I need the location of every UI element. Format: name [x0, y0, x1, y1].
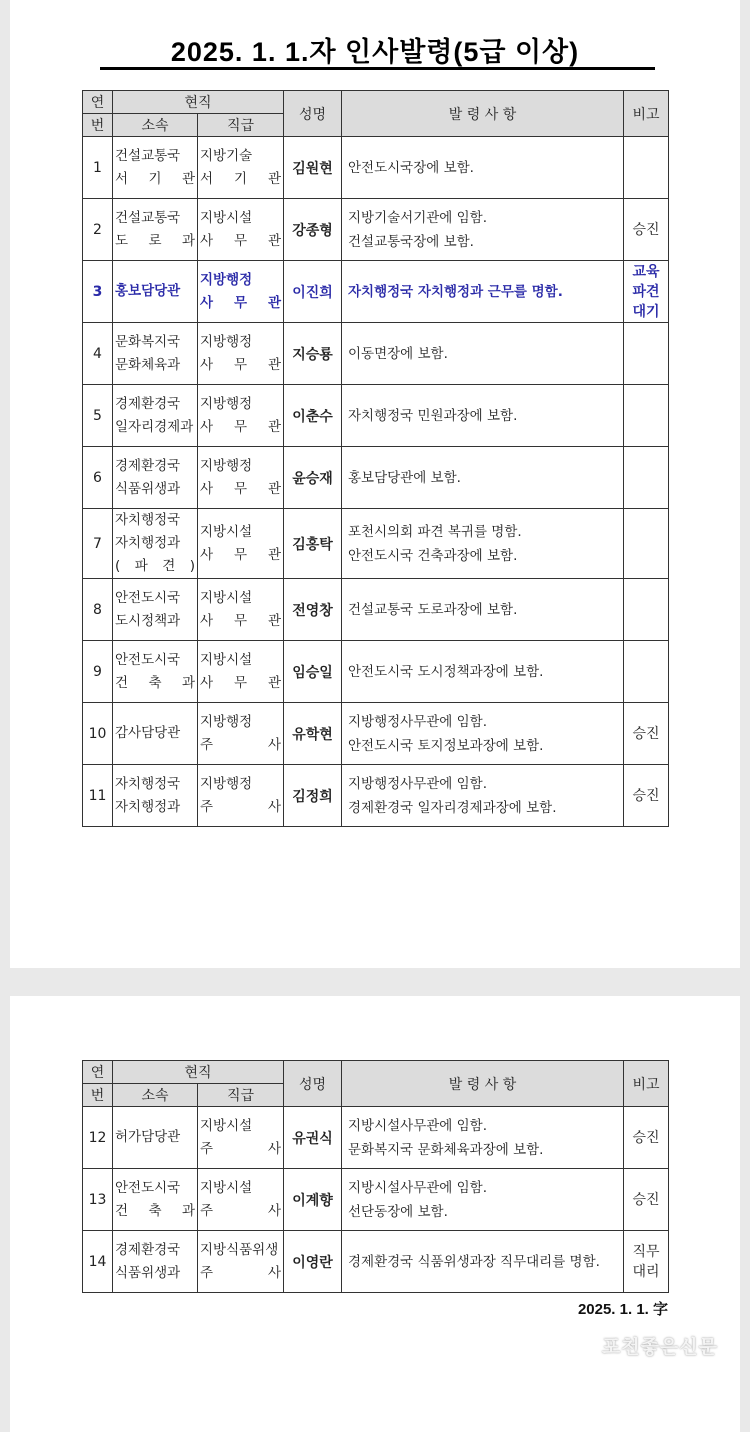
action-line: 경제환경국 식품위생과장 직무대리를 명함. [348, 1253, 600, 1270]
row-number: 5 [83, 385, 113, 447]
rank-line: 주 사 [200, 798, 281, 815]
rank-line: 서 기 관 [200, 170, 281, 187]
dept-line: 경제환경국 [115, 457, 181, 474]
note-cell [624, 703, 669, 765]
dept-line: 건 축 과 [115, 674, 195, 691]
dept-line: ( 파 견 ) [115, 558, 195, 574]
header-rank: 직급 [198, 1084, 284, 1107]
dept-line: 일자리경제과 [115, 418, 194, 435]
person-name: 강종형 [284, 199, 342, 261]
action-line: 자치행정국 자치행정과 근무를 명함. [348, 283, 563, 300]
dept-cell [113, 261, 198, 323]
note-cell [624, 579, 669, 641]
action-line: 자치행정국 민원과장에 보함. [348, 407, 518, 424]
appointment-table [82, 90, 669, 827]
row-number: 9 [83, 641, 113, 703]
note-cell [624, 1169, 669, 1231]
header-action: 발 령 사 항 [342, 1061, 624, 1107]
rank-cell [198, 703, 284, 765]
dept-line: 식품위생과 [115, 480, 181, 497]
note-line: 승진 [632, 221, 660, 238]
table-row [83, 641, 669, 703]
dept-cell [113, 199, 198, 261]
title-underline [100, 67, 655, 70]
row-number: 12 [83, 1107, 113, 1169]
rank-line: 지방시설 [200, 589, 253, 606]
rank-line: 지방기술 [200, 147, 253, 164]
note-cell [624, 509, 669, 579]
header-action: 발 령 사 항 [342, 91, 624, 137]
header-current: 현직 [113, 1061, 284, 1084]
dept-cell [113, 1107, 198, 1169]
rank-line: 주 사 [200, 1140, 281, 1157]
action-cell [342, 385, 624, 447]
rank-line: 지방시설 [200, 1117, 253, 1134]
header-note: 비고 [624, 91, 669, 137]
dept-cell [113, 703, 198, 765]
header-dept: 소속 [113, 1084, 198, 1107]
action-cell [342, 703, 624, 765]
row-number: 14 [83, 1231, 113, 1293]
action-line: 문화복지국 문화체육과장에 보함. [348, 1141, 544, 1158]
table-row [83, 199, 669, 261]
dept-cell [113, 447, 198, 509]
rank-cell [198, 765, 284, 827]
dept-line: 자치행정국 [115, 512, 181, 528]
action-line: 지방시설사무관에 임함. [348, 1117, 487, 1134]
rank-cell [198, 1169, 284, 1231]
rank-line: 지방행정 [200, 457, 253, 474]
row-number: 13 [83, 1169, 113, 1231]
document-title: 2025. 1. 1.자 인사발령(5급 이상) [170, 37, 580, 67]
watermark: 포천좋은신문 [601, 1336, 718, 1358]
action-line: 홍보담당관에 보함. [348, 469, 461, 486]
person-name: 윤승재 [284, 447, 342, 509]
dept-line: 경제환경국 [115, 1241, 181, 1258]
note-line: 직무 [632, 1243, 660, 1260]
header-name: 성명 [284, 1061, 342, 1107]
row-number: 7 [83, 509, 113, 579]
note-line: 승진 [632, 725, 660, 742]
rank-line: 지방시설 [200, 209, 253, 226]
row-number: 2 [83, 199, 113, 261]
dept-line: 문화복지국 [115, 333, 181, 350]
rank-line: 지방행정 [200, 333, 253, 350]
header-no-bottom: 번 [83, 114, 113, 137]
action-line: 지방행정사무관에 임함. [348, 775, 487, 792]
row-number: 1 [83, 137, 113, 199]
table-row [83, 1107, 669, 1169]
action-line: 안전도시국 토지정보과장에 보함. [348, 737, 544, 754]
dept-line: 감사담당관 [115, 725, 181, 741]
action-cell [342, 261, 624, 323]
header-name: 성명 [284, 91, 342, 137]
rank-cell [198, 579, 284, 641]
dept-cell [113, 641, 198, 703]
row-number: 8 [83, 579, 113, 641]
rank-line: 사 무 관 [200, 356, 281, 373]
action-line: 지방기술서기관에 임함. [348, 209, 487, 226]
dept-line: 허가담당관 [115, 1129, 181, 1145]
dept-line: 홍보담당관 [115, 283, 181, 299]
dept-cell [113, 385, 198, 447]
document-page-2 [10, 996, 740, 1432]
note-cell [624, 1231, 669, 1293]
person-name: 유학현 [284, 703, 342, 765]
dept-line: 문화체육과 [115, 356, 181, 373]
note-line: 대기 [632, 303, 660, 320]
rank-line: 사 무 관 [200, 546, 281, 563]
action-line: 건설교통국 도로과장에 보함. [348, 601, 518, 618]
table-row [83, 765, 669, 827]
person-name: 임승일 [284, 641, 342, 703]
rank-line: 주 사 [200, 1264, 281, 1281]
header-dept: 소속 [113, 114, 198, 137]
rank-cell [198, 199, 284, 261]
action-line: 선단동장에 보함. [348, 1203, 448, 1220]
action-cell [342, 199, 624, 261]
rank-line: 주 사 [200, 1202, 281, 1219]
note-line: 승진 [632, 787, 660, 804]
person-name: 유권식 [284, 1107, 342, 1169]
table-row [83, 1169, 669, 1231]
rank-line: 사 무 관 [200, 418, 281, 435]
action-cell [342, 641, 624, 703]
action-line: 안전도시국장에 보함. [348, 159, 474, 176]
dept-line: 도 로 과 [115, 232, 195, 249]
note-cell [624, 137, 669, 199]
rank-cell [198, 137, 284, 199]
rank-cell [198, 509, 284, 579]
rank-line: 사 무 관 [200, 480, 281, 497]
row-number: 4 [83, 323, 113, 385]
table-row [83, 385, 669, 447]
dept-line: 자치행정과 [115, 798, 181, 815]
dept-line: 안전도시국 [115, 651, 181, 668]
rank-cell [198, 641, 284, 703]
rank-line: 지방시설 [200, 523, 253, 540]
note-cell [624, 1107, 669, 1169]
person-name: 전영창 [284, 579, 342, 641]
header-current: 현직 [113, 91, 284, 114]
rank-cell [198, 385, 284, 447]
table-header [83, 1061, 669, 1107]
dept-line: 경제환경국 [115, 395, 181, 412]
action-cell [342, 323, 624, 385]
note-cell [624, 385, 669, 447]
action-cell [342, 1169, 624, 1231]
dept-line: 안전도시국 [115, 1179, 181, 1196]
date-stamp: 2025. 1. 1. 字 [577, 1301, 668, 1318]
rank-line: 사 무 관 [200, 294, 281, 311]
dept-line: 도시정책과 [115, 612, 181, 629]
person-name: 김정희 [284, 765, 342, 827]
note-line: 파견 [632, 283, 660, 300]
table-body [83, 1107, 669, 1293]
note-cell [624, 447, 669, 509]
dept-cell [113, 1231, 198, 1293]
header-note: 비고 [624, 1061, 669, 1107]
rank-cell [198, 447, 284, 509]
row-number: 11 [83, 765, 113, 827]
dept-cell [113, 509, 198, 579]
rank-line: 지방시설 [200, 1179, 253, 1196]
rank-line: 지방행정 [200, 271, 253, 288]
action-cell [342, 137, 624, 199]
dept-cell [113, 1169, 198, 1231]
person-name: 이계향 [284, 1169, 342, 1231]
table-row [83, 261, 669, 323]
action-cell [342, 765, 624, 827]
action-line: 포천시의회 파견 복귀를 명함. [348, 523, 522, 540]
table-header [83, 91, 669, 137]
note-cell [624, 199, 669, 261]
action-cell [342, 579, 624, 641]
rank-cell [198, 323, 284, 385]
dept-line: 서 기 관 [115, 170, 195, 187]
rank-line: 사 무 관 [200, 612, 281, 629]
table-row [83, 137, 669, 199]
action-cell [342, 447, 624, 509]
action-line: 안전도시국 도시정책과장에 보함. [348, 663, 544, 680]
table-row [83, 703, 669, 765]
dept-line: 건설교통국 [115, 209, 181, 226]
person-name: 김원현 [284, 137, 342, 199]
action-line: 지방시설사무관에 임함. [348, 1179, 487, 1196]
rank-line: 사 무 관 [200, 674, 281, 691]
note-cell [624, 765, 669, 827]
table-body [83, 137, 669, 827]
rank-line: 지방시설 [200, 651, 253, 668]
dept-line: 식품위생과 [115, 1264, 181, 1281]
rank-cell [198, 1107, 284, 1169]
table-row [83, 579, 669, 641]
dept-line: 자치행정국 [115, 775, 181, 792]
rank-line: 지방행정 [200, 395, 253, 412]
table-row [83, 1231, 669, 1293]
note-cell [624, 323, 669, 385]
note-cell [624, 261, 669, 323]
header-no-top: 연 [83, 1061, 113, 1084]
dept-cell [113, 579, 198, 641]
table-row [83, 447, 669, 509]
action-cell [342, 1107, 624, 1169]
note-cell [624, 641, 669, 703]
dept-cell [113, 765, 198, 827]
dept-line: 안전도시국 [115, 589, 181, 606]
action-line: 경제환경국 일자리경제과장에 보함. [348, 799, 557, 816]
rank-cell [198, 1231, 284, 1293]
rank-cell [198, 261, 284, 323]
appointment-table-continued [82, 1060, 669, 1293]
rank-line: 지방행정 [200, 713, 253, 730]
action-cell [342, 1231, 624, 1293]
person-name: 이영란 [284, 1231, 342, 1293]
note-line: 승진 [632, 1129, 660, 1146]
note-line: 승진 [632, 1191, 660, 1208]
rank-line: 지방식품위생 [200, 1241, 279, 1258]
rank-line: 지방행정 [200, 775, 253, 792]
person-name: 이진희 [284, 261, 342, 323]
row-number: 6 [83, 447, 113, 509]
rank-line: 사 무 관 [200, 232, 281, 249]
table-row [83, 323, 669, 385]
table-row [83, 509, 669, 579]
row-number: 3 [83, 261, 113, 323]
header-no-bottom: 번 [83, 1084, 113, 1107]
action-line: 건설교통국장에 보함. [348, 233, 474, 250]
note-line: 대리 [632, 1263, 660, 1280]
dept-line: 건설교통국 [115, 147, 181, 164]
row-number: 10 [83, 703, 113, 765]
dept-line: 자치행정과 [115, 535, 181, 551]
header-no-top: 연 [83, 91, 113, 114]
person-name: 지승룡 [284, 323, 342, 385]
dept-cell [113, 323, 198, 385]
note-line: 교육 [632, 263, 660, 280]
person-name: 이춘수 [284, 385, 342, 447]
dept-cell [113, 137, 198, 199]
person-name: 김홍탁 [284, 509, 342, 579]
document-page-1 [10, 0, 740, 968]
action-cell [342, 509, 624, 579]
rank-line: 주 사 [200, 736, 281, 753]
dept-line: 건 축 과 [115, 1202, 195, 1219]
action-line: 지방행정사무관에 임함. [348, 713, 487, 730]
header-rank: 직급 [198, 114, 284, 137]
action-line: 안전도시국 건축과장에 보함. [348, 547, 518, 564]
action-line: 이동면장에 보함. [348, 345, 448, 362]
